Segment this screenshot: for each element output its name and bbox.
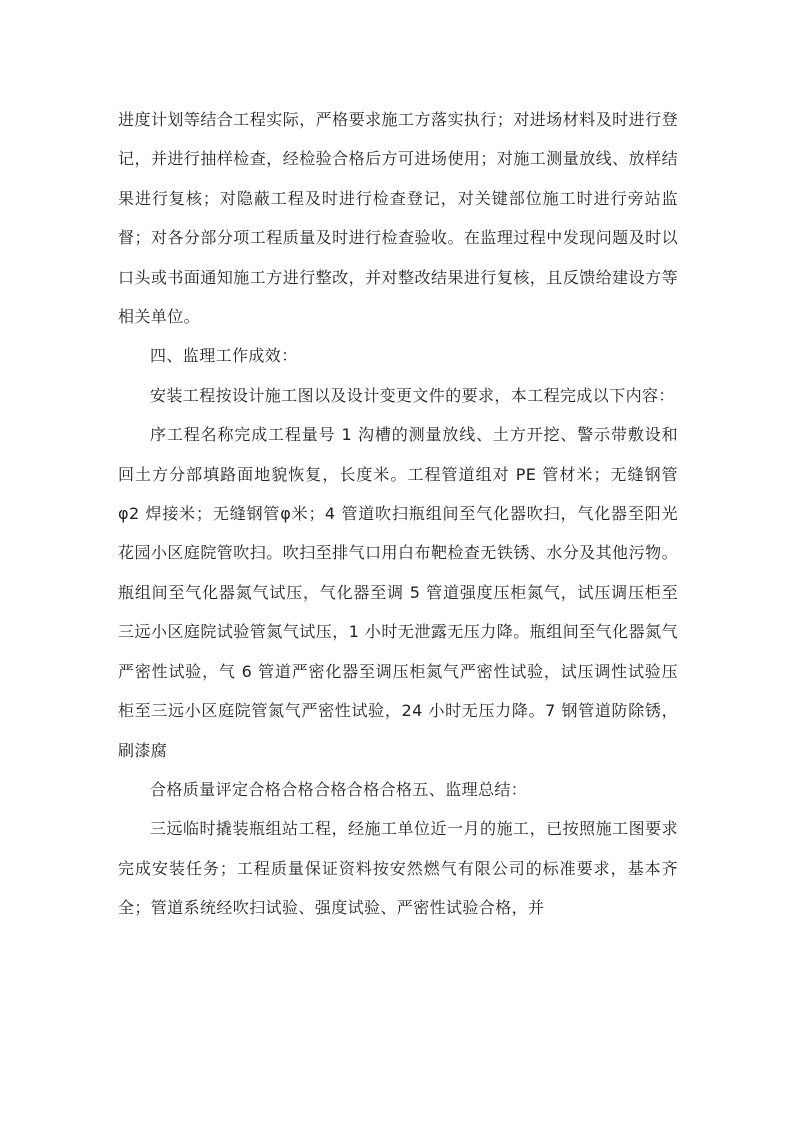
paragraph-work-items: 序工程名称完成工程量号 1 沟槽的测量放线、土方开挖、警示带敷设和回土方分部填路面地貌恢复，长度米。工程管道组对 PE 管材米；无缝钢管φ2 焊接米；无缝钢管φ米；4 管道吹扫瓶组间至气化器吹扫，气化器至阳光花园小区庭院管吹扫。吹扫至排气口用白布靶检查无铁锈、水分及其他污物。瓶组间至气化器氮气试压，气化器至调 5 管道强度压柜氮气，试压调压柜至三远小区庭院试验管氮气试压，1 小时无泄露无压力降。瓶组间至气化器氮气严密性试验，气 6 管道严密化器至调压柜氮气严密性试验，试压调性试验压柜至三远小区庭院管氮气严密性试验，24 小时无压力降。7 钢管道防除锈，刷漆腐 [118,425,678,760]
paragraph-supervision-measures: 进度计划等结合工程实际，严格要求施工方落实执行；对进场材料及时进行登记，并进行抽样检查，经检验合格后方可进场使用；对施工测量放线、放样结果进行复核；对隐蔽工程及时进行检查登记，对关键部位施工时进行旁站监督；对各分部分项工程质量及时进行检查验收。在监理过程中发现问题及时以口头或书面通知施工方进行整改，并对整改结果进行复核，且反馈给建设方等相关单位。 [118,110,678,327]
heading-section-four: 四、监理工作成效： [150,346,298,366]
heading-section-five: 合格质量评定合格合格合格合格合格五、监理总结： [150,779,528,799]
document-body [118,100,678,928]
paragraph-installation-intro: 安装工程按设计施工图以及设计变更文件的要求，本工程完成以下内容： [150,385,675,405]
paragraph-summary: 三远临时撬装瓶组站工程，经施工单位近一月的施工，已按照施工图要求完成安装任务；工程质量保证资料按安然燃气有限公司的标准要求，基本齐全；管道系统经吹扫试验、强度试验、严密性试验合格，并 [118,819,678,918]
